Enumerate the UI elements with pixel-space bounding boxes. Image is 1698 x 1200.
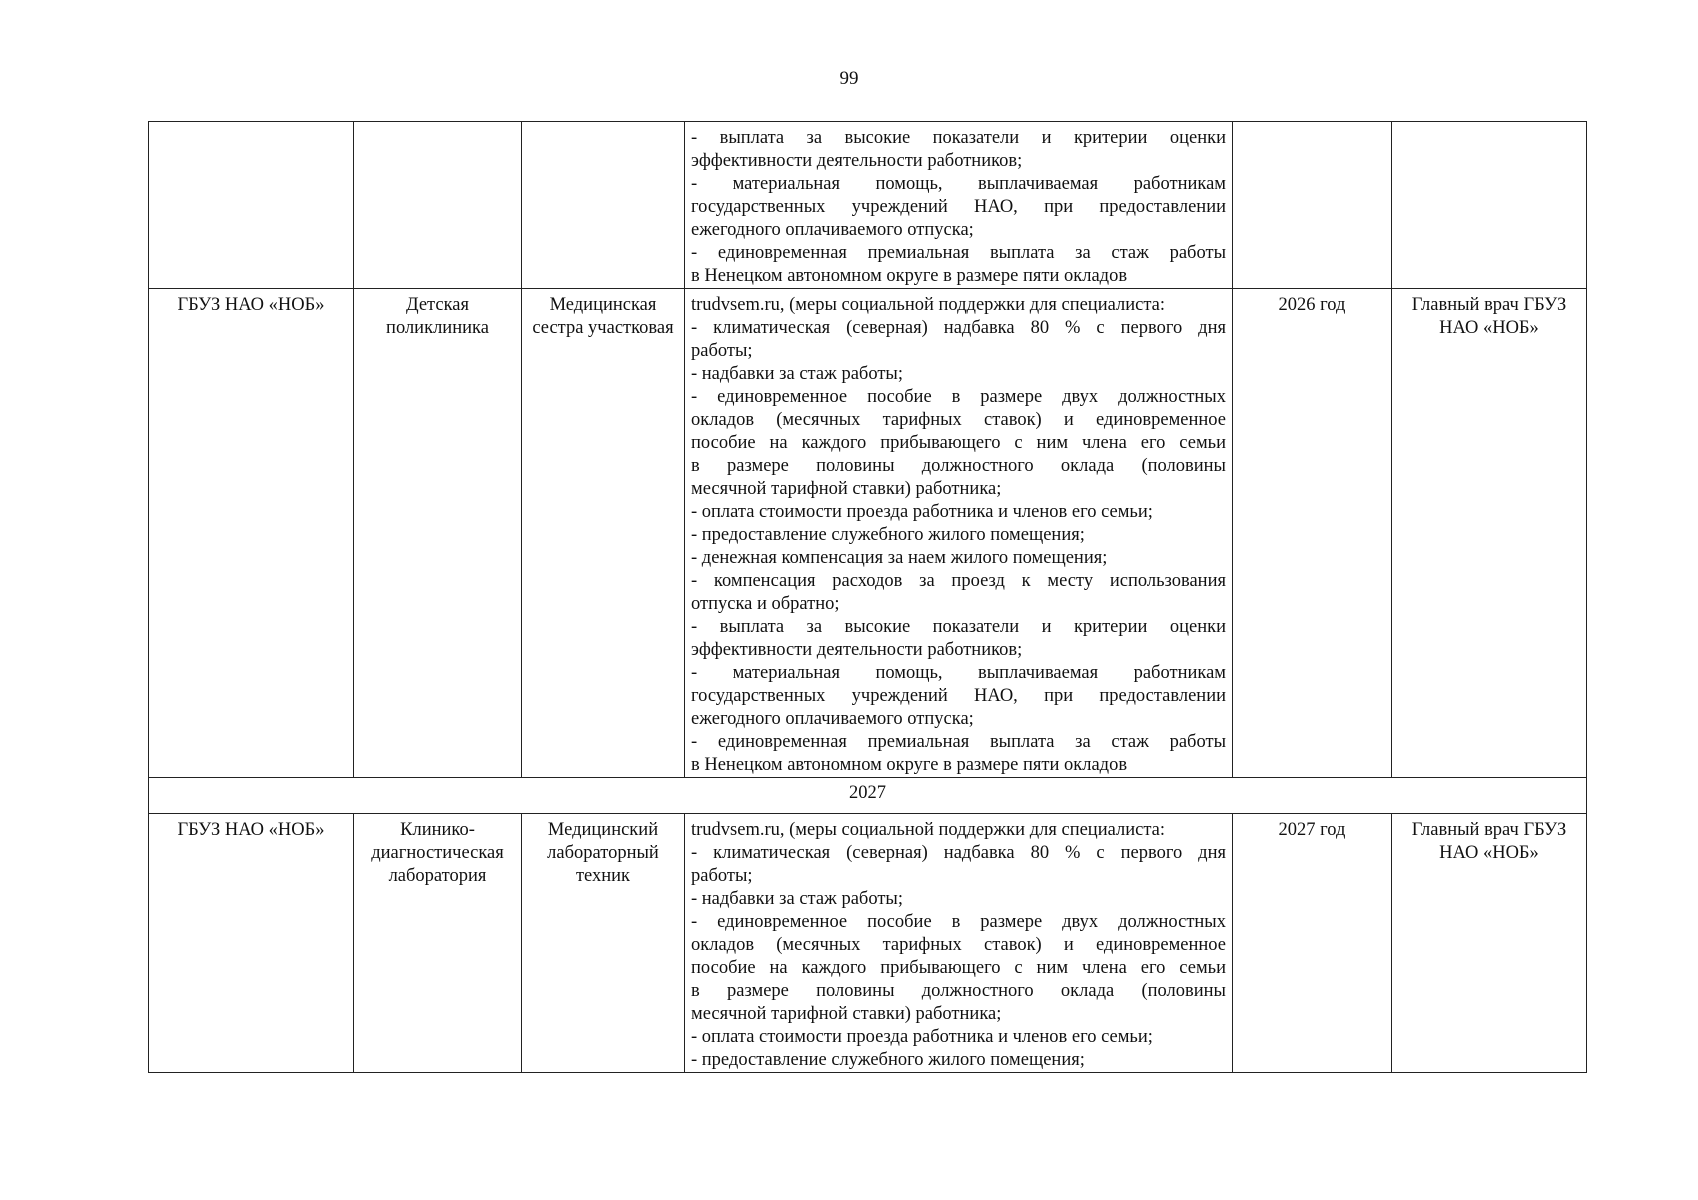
measure-line: - материальная помощь, выплачиваемая работникам [691, 174, 1226, 194]
measure-line: - предоставление служебного жилого помещения; [691, 525, 1085, 545]
position-cell: Медицинский лабораторный техник [522, 814, 685, 1073]
measure-line: эффективности деятельности работников; [691, 640, 1023, 660]
measure-line: ежегодного оплачиваемого отпуска; [691, 220, 974, 240]
table-row [149, 289, 1587, 778]
measure-line: окладов (месячных тарифных ставок) и единовременное [691, 410, 1226, 430]
measure-line: - денежная компенсация за наем жилого помещения; [691, 548, 1108, 568]
measure-line: работы; [691, 341, 753, 361]
measure-line: - компенсация расходов за проезд к месту использования [691, 571, 1226, 591]
term-cell: 2027 год [1233, 814, 1392, 1073]
position-cell [522, 122, 685, 289]
measures-cell [685, 814, 1233, 1073]
measure-line: - единовременное пособие в размере двух должностных [691, 387, 1226, 407]
measure-line: ежегодного оплачиваемого отпуска; [691, 709, 974, 729]
measure-line: государственных учреждений НАО, при предоставлении [691, 686, 1226, 706]
org-cell: ГБУЗ НАО «НОБ» [149, 289, 354, 778]
measure-line: - надбавки за стаж работы; [691, 889, 904, 909]
measure-line: - климатическая (северная) надбавка 80 % с первого дня [691, 843, 1226, 863]
measure-line: в размере половины должностного оклада (половины [691, 981, 1226, 1001]
table-row [149, 814, 1587, 1073]
measure-line: отпуска и обратно; [691, 594, 840, 614]
measure-line: - предоставление служебного жилого помещения; [691, 1050, 1085, 1070]
measure-line: - единовременная премиальная выплата за стаж работы [691, 243, 1226, 263]
table-row [149, 122, 1587, 289]
measure-line: trudvsem.ru, (меры социальной поддержки для специалиста: [691, 820, 1165, 840]
measure-line: государственных учреждений НАО, при предоставлении [691, 197, 1226, 217]
measures-cell [685, 122, 1233, 289]
measure-line: в Ненецком автономном округе в размере пяти окладов [691, 266, 1128, 286]
measure-line: работы; [691, 866, 753, 886]
measure-line: - надбавки за стаж работы; [691, 364, 904, 384]
measure-line: пособие на каждого прибывающего с ним члена его семьи [691, 433, 1226, 453]
page-number: 99 [839, 68, 859, 89]
measures-table [148, 121, 1587, 1073]
term-cell [1233, 122, 1392, 289]
measure-line: - единовременная премиальная выплата за стаж работы [691, 732, 1226, 752]
responsible-cell: Главный врач ГБУЗ НАО «НОБ» [1392, 814, 1587, 1073]
year-divider-row [149, 778, 1587, 814]
measure-line: месячной тарифной ставки) работника; [691, 479, 1002, 499]
org-cell: ГБУЗ НАО «НОБ» [149, 814, 354, 1073]
measure-line: - выплата за высокие показатели и критерии оценки [691, 617, 1226, 637]
measure-line: эффективности деятельности работников; [691, 151, 1023, 171]
measure-line: в размере половины должностного оклада (половины [691, 456, 1226, 476]
measure-line: в Ненецком автономном округе в размере пяти окладов [691, 755, 1128, 775]
measure-line: пособие на каждого прибывающего с ним члена его семьи [691, 958, 1226, 978]
measure-line: - оплата стоимости проезда работника и членов его семьи; [691, 502, 1153, 522]
measure-line: окладов (месячных тарифных ставок) и единовременное [691, 935, 1226, 955]
measures-cell [685, 289, 1233, 778]
year-divider: 2027 [149, 778, 1587, 814]
responsible-cell [1392, 122, 1587, 289]
measure-line: trudvsem.ru, (меры социальной поддержки для специалиста: [691, 295, 1165, 315]
measure-line: - выплата за высокие показатели и критерии оценки [691, 128, 1226, 148]
unit-cell: Клинико-диагностическая лаборатория [354, 814, 522, 1073]
unit-cell [354, 122, 522, 289]
org-cell [149, 122, 354, 289]
measure-line: - единовременное пособие в размере двух должностных [691, 912, 1226, 932]
responsible-cell: Главный врач ГБУЗ НАО «НОБ» [1392, 289, 1587, 778]
unit-cell: Детская поликлиника [354, 289, 522, 778]
measure-line: - материальная помощь, выплачиваемая работникам [691, 663, 1226, 683]
measure-line: месячной тарифной ставки) работника; [691, 1004, 1002, 1024]
position-cell: Медицинская сестра участковая [522, 289, 685, 778]
measure-line: - оплата стоимости проезда работника и членов его семьи; [691, 1027, 1153, 1047]
measure-line: - климатическая (северная) надбавка 80 % с первого дня [691, 318, 1226, 338]
term-cell: 2026 год [1233, 289, 1392, 778]
